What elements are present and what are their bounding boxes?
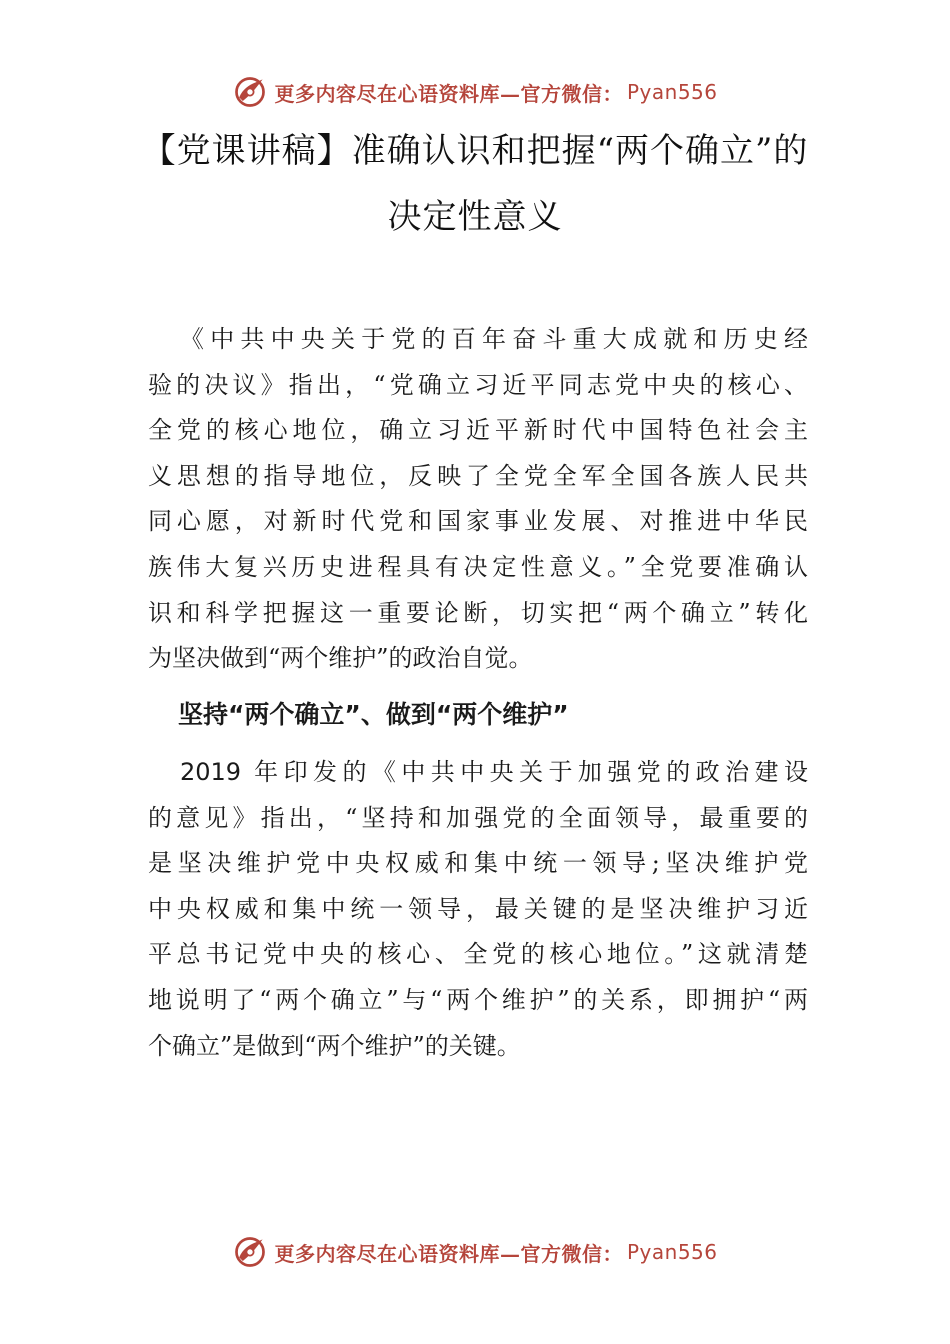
document-title-line-2: 决定性意义 — [387, 197, 563, 237]
paragraph-2 — [148, 750, 808, 1069]
paragraph-line: 族伟大复兴历史进程具有决定性意义。”全党要准确认 — [148, 552, 808, 581]
paragraph-line: 《中共中央关于党的百年奋斗重大成就和历史经 — [180, 325, 808, 353]
footer-watermark — [0, 1232, 950, 1272]
document-title-line-1: 【党课讲稿】准确认识和把握“两个确立”的 — [141, 131, 809, 171]
brush-logo-icon — [232, 1234, 268, 1270]
header-watermark — [0, 72, 950, 112]
brush-logo-icon — [232, 74, 268, 110]
paragraph-line — [148, 750, 808, 796]
paragraph-line: 识和科学把握这一重要论断，切实把“两个确立”转化 — [148, 598, 808, 627]
paragraph-line-rest: 年印发的《中共中央关于加强党的政治建设 — [241, 758, 808, 786]
paragraph-line: 个确立”是做到“两个维护”的关键。 — [148, 1031, 521, 1060]
paragraph-line: 地说明了“两个确立”与“两个维护”的关系，即拥护“两 — [148, 985, 808, 1014]
paragraph-line: 验的决议》指出，“党确立习近平同志党中央的核心、 — [148, 370, 808, 399]
watermark-wechat-id: Pyan556 — [626, 80, 718, 104]
paragraph-1 — [148, 317, 808, 682]
watermark-text: 更多内容尽在心语资料库—官方微信： — [274, 81, 623, 106]
paragraph-line: 平总书记党中央的核心、全党的核心地位。”这就清楚 — [148, 940, 808, 969]
watermark-text: 更多内容尽在心语资料库—官方微信： — [274, 1241, 623, 1266]
paragraph-line: 为坚决做到“两个维护”的政治自觉。 — [148, 644, 533, 673]
paragraph-line: 是坚决维护党中央权威和集中统一领导;坚决维护党 — [148, 849, 808, 878]
paragraph-line: 中央权威和集中统一领导，最关键的是坚决维护习近 — [148, 894, 808, 923]
year-number: 2019 — [180, 758, 242, 786]
paragraph-line: 同心愿，对新时代党和国家事业发展、对推进中华民 — [148, 507, 808, 536]
paragraph-line: 义思想的指导地位，反映了全党全军全国各族人民共 — [148, 461, 808, 490]
paragraph-line: 的意见》指出，“坚持和加强党的全面领导，最重要的 — [148, 803, 808, 832]
watermark-wechat-id: Pyan556 — [626, 1240, 718, 1264]
paragraph-line: 全党的核心地位，确立习近平新时代中国特色社会主 — [148, 416, 808, 445]
section-heading: 坚持“两个确立”、做到“两个维护” — [178, 700, 569, 729]
